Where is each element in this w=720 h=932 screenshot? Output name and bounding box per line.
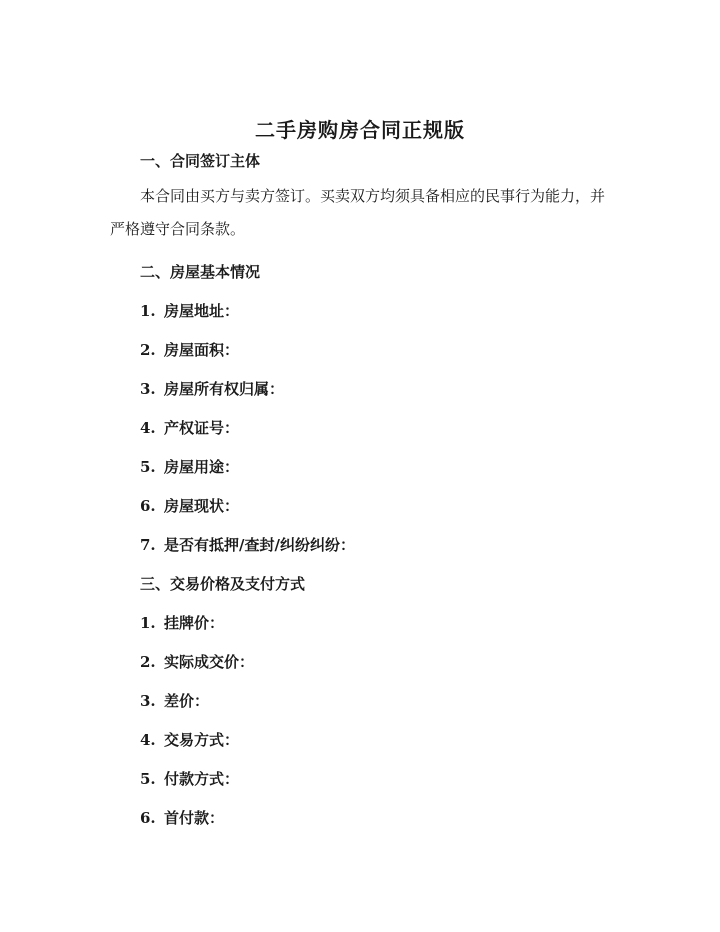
list-item-number: 7. (140, 536, 156, 554)
section-1-paragraph: 本合同由买方与卖方签订。买卖双方均须具备相应的民事行为能力，并严格遵守合同条款。 (110, 187, 606, 238)
section-2-heading: 二、房屋基本情况 (140, 263, 261, 281)
list-item (140, 612, 224, 633)
list-item (140, 768, 239, 789)
list-item-number: 2. (140, 653, 156, 671)
list-item-number: 2. (140, 341, 156, 359)
list-item-number: 5. (140, 770, 156, 788)
section-1-heading: 一、合同签订主体 (140, 152, 261, 170)
list-item (140, 729, 239, 750)
list-item (140, 534, 355, 555)
section-3-heading: 三、交易价格及支付方式 (140, 575, 306, 593)
list-item-label: 差价： (164, 692, 210, 710)
list-item-label: 是否有抵押/查封/纠纷纠纷： (164, 536, 355, 554)
list-item-label: 房屋所有权归属： (164, 380, 285, 398)
list-item-number: 5. (140, 458, 156, 476)
list-item-label: 付款方式： (164, 770, 240, 788)
list-item (140, 807, 224, 828)
list-item-number: 3. (140, 380, 156, 398)
list-item (140, 417, 239, 438)
list-item-label: 房屋面积： (164, 341, 240, 359)
list-item-label: 实际成交价： (164, 653, 255, 671)
list-item-label: 房屋现状： (164, 497, 240, 515)
list-item-number: 1. (140, 302, 156, 320)
list-item (140, 378, 284, 399)
document-title: 二手房购房合同正规版 (255, 118, 465, 142)
list-item-number: 1. (140, 614, 156, 632)
list-item (140, 300, 239, 321)
list-item-label: 房屋地址： (164, 302, 240, 320)
list-item-label: 首付款： (164, 809, 225, 827)
list-item (140, 690, 209, 711)
list-item-label: 交易方式： (164, 731, 240, 749)
list-item (140, 456, 239, 477)
list-item-label: 产权证号： (164, 419, 240, 437)
list-item-number: 3. (140, 692, 156, 710)
list-item (140, 339, 239, 360)
list-item-number: 6. (140, 809, 156, 827)
list-item-number: 4. (140, 731, 156, 749)
list-item-label: 挂牌价： (164, 614, 225, 632)
list-item (140, 495, 239, 516)
list-item-number: 6. (140, 497, 156, 515)
list-item-number: 4. (140, 419, 156, 437)
list-item (140, 651, 254, 672)
list-item-label: 房屋用途： (164, 458, 240, 476)
